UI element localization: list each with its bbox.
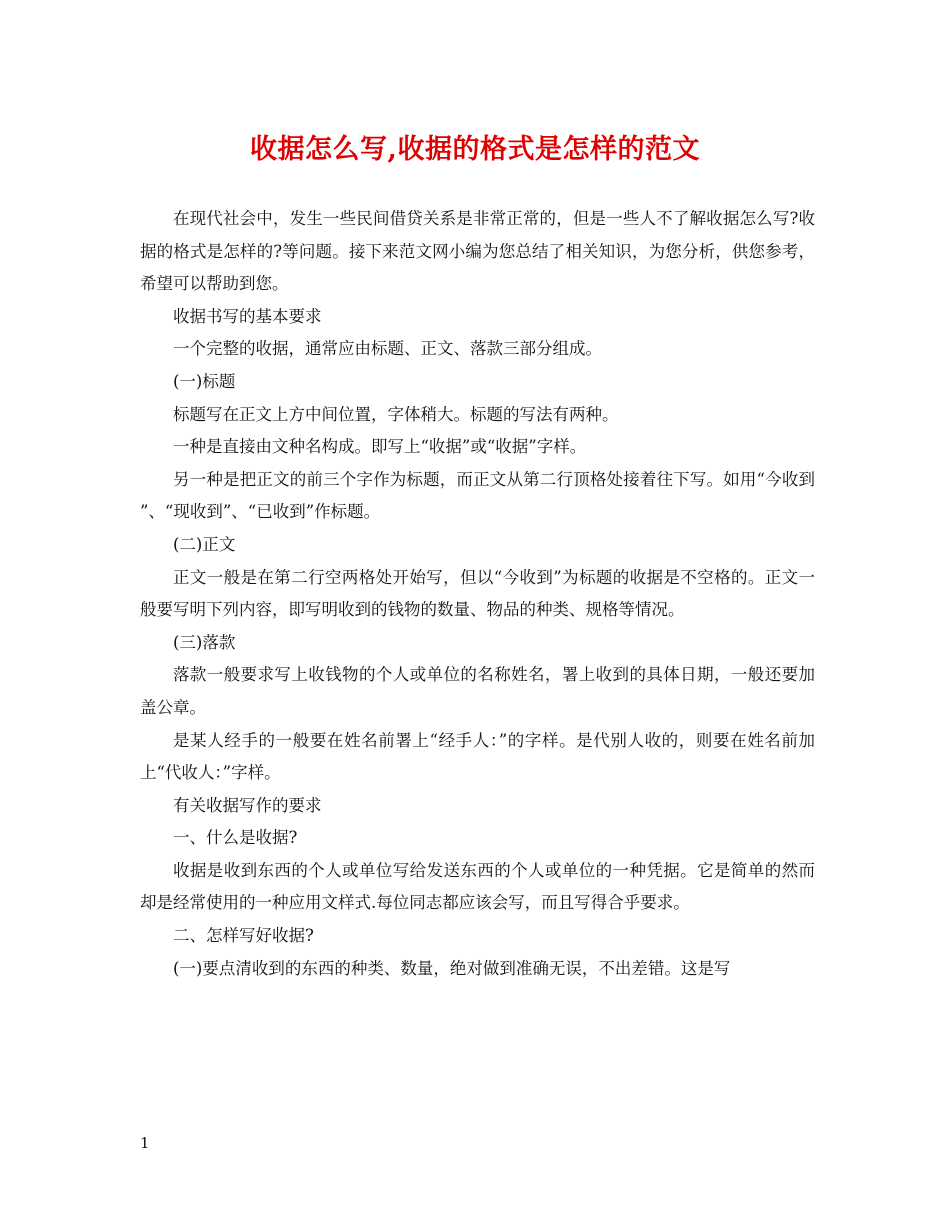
paragraph-signature-requirements: 落款一般要求写上收钱物的个人或单位的名称姓名，署上收到的具体日期，一般还要加盖公章。 xyxy=(140,665,815,717)
paragraph-structure: 一个完整的收据，通常应由标题、正文、落款三部分组成。 xyxy=(173,339,602,359)
page-number: 1 xyxy=(140,1134,150,1152)
paragraph-title-method-1: 一种是直接由文种名构成。即写上“收据”或“收据”字样。 xyxy=(173,437,587,457)
document-body xyxy=(140,203,815,985)
section-heading-basic-requirements: 收据书写的基本要求 xyxy=(173,306,322,326)
paragraph-intro: 在现代社会中，发生一些民间借贷关系是非常正常的，但是一些人不了解收据怎么写?收据的格式是怎样的?等问题。接下来范文网小编为您总结了相关知识，为您分析，供您参考，希望可以帮助到您。 xyxy=(140,209,815,294)
subheading-how-to-write: 二、怎样写好收据? xyxy=(173,926,314,946)
subheading-what-is-receipt: 一、什么是收据? xyxy=(173,828,298,848)
document-title: 收据怎么写,收据的格式是怎样的范文 xyxy=(250,134,700,165)
subheading-signature: (三)落款 xyxy=(173,632,236,652)
paragraph-receipt-definition: 收据是收到东西的个人或单位写给发送东西的个人或单位的一种凭据。它是简单的然而却是经常使用的一种应用文样式.每位同志都应该会写，而且写得合乎要求。 xyxy=(140,860,815,913)
paragraph-body-content: 正文一般是在第二行空两格处开始写，但以“今收到”为标题的收据是不空格的。正文一般要写明下列内容，即写明收到的钱物的数量、物品的种类、规格等情况。 xyxy=(140,567,815,620)
section-heading-writing-requirements: 有关收据写作的要求 xyxy=(173,795,322,815)
paragraph-point-1: (一)要点清收到的东西的种类、数量，绝对做到准确无误，不出差错。这是写 xyxy=(173,958,731,978)
paragraph-title-method-2: 另一种是把正文的前三个字作为标题，而正文从第二行顶格处接着往下写。如用“今收到 ”、“现收到”、“已收到”作标题。 xyxy=(140,469,815,522)
paragraph-title-position: 标题写在正文上方中间位置，字体稍大。标题的写法有两种。 xyxy=(173,404,619,424)
subheading-body: (二)正文 xyxy=(173,534,236,554)
paragraph-handler-note: 是某人经手的一般要在姓名前署上“经手人：”的字样。是代别人收的，则要在姓名前加上“代收人：”字样。 xyxy=(140,730,815,783)
subheading-title: (一)标题 xyxy=(173,371,236,391)
